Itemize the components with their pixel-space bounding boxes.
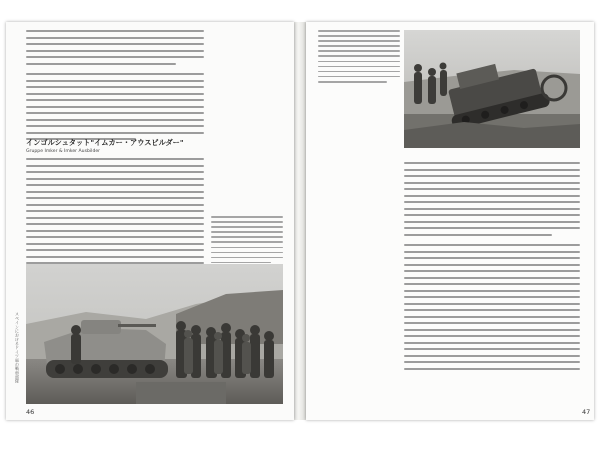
right-page-number: 47 <box>582 408 591 416</box>
section-subheading: Gruppe Imker & Imker Ausbilder <box>26 149 101 154</box>
right-body-text <box>404 162 580 374</box>
section-heading: インゴルシュタット"イムカー・アウスビルダー" <box>26 138 184 147</box>
left-page-number: 46 <box>26 408 35 416</box>
left-body-text-top <box>26 30 204 145</box>
chapter-sidebar-label: スペインにおけるドイツ軍の戦車部隊 <box>15 312 20 384</box>
right-page <box>306 22 594 420</box>
right-photo-caption <box>318 30 400 86</box>
left-photo-caption <box>211 216 283 267</box>
book-gutter <box>294 22 306 420</box>
left-body-text-bottom <box>26 158 204 269</box>
left-page <box>6 22 294 420</box>
tank-group-photo <box>26 264 283 404</box>
wrecked-vehicle-photo <box>404 30 580 148</box>
